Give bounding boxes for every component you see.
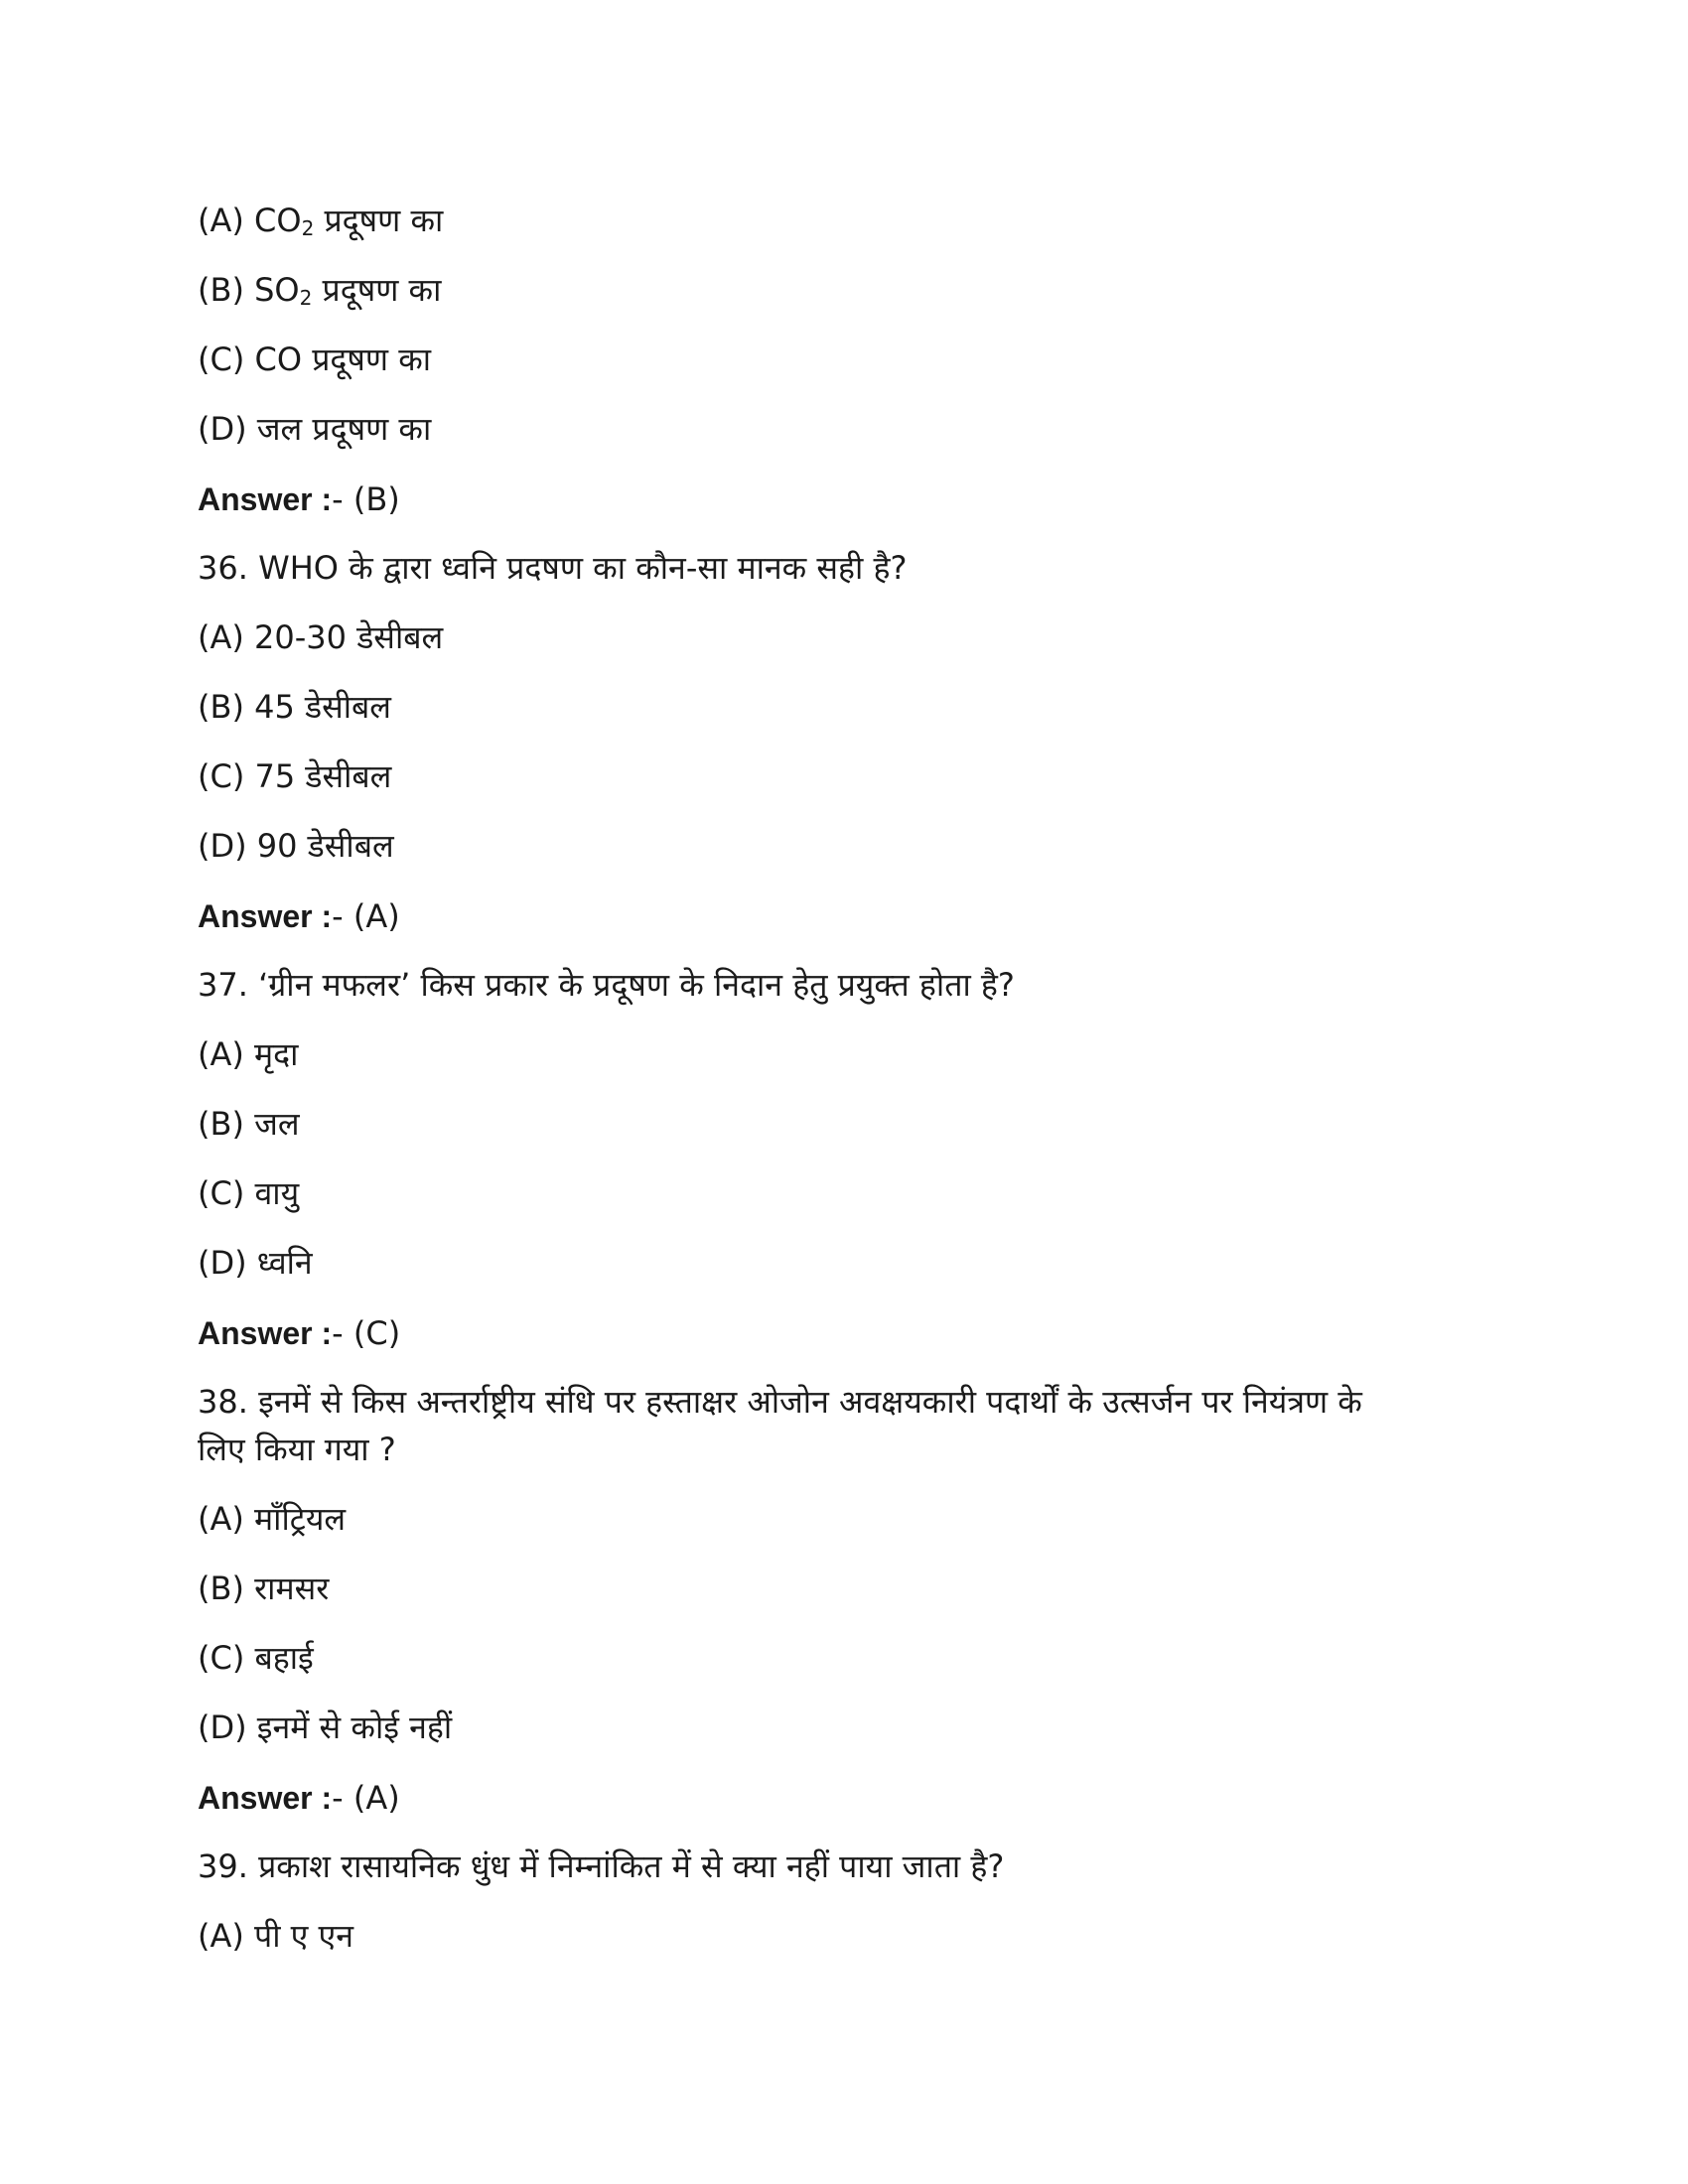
q35-option-c: (C) CO प्रदूषण का	[198, 341, 432, 378]
q37-option-b: (B) जल	[198, 1105, 300, 1143]
q37-option-c: (C) वायु	[198, 1174, 300, 1212]
q37-option-a: (A) मृदा	[198, 1035, 299, 1073]
q35-option-b: (B) $SO_2$ प्रदूषण का	[198, 271, 442, 310]
q35-answer	[198, 476, 1488, 523]
q38-option-b: (B) रामसर	[198, 1570, 330, 1607]
q36-answer	[198, 892, 1488, 940]
q38-option-c: (C) बहाई	[198, 1639, 314, 1677]
q35-option-d: (D) जल प्रदूषण का	[198, 410, 432, 448]
q39-question: 39. प्रकाश रासायनिक धुंध में निम्नांकित में से क्या नहीं पाया जाता है?	[198, 1847, 1005, 1885]
answer-value: - (B)	[332, 480, 400, 518]
q36-option-c: (C) 75 डेसीबल	[198, 757, 392, 795]
q38-question-line1: 38. इनमें से किस अन्तर्राष्ट्रीय संधि पर हस्ताक्षर ओजोन अवक्षयकारी पदार्थों के उत्सर्जन पर नियंत्रण के	[198, 1383, 1362, 1421]
answer-label: Answer :	[198, 898, 333, 934]
answer-label: Answer :	[198, 1780, 333, 1816]
q36-option-a: (A) 20-30 डेसीबल	[198, 618, 444, 656]
q36-option-b: (B) 45 डेसीबल	[198, 688, 391, 726]
q39-option-a: (A) पी ए एन	[198, 1917, 353, 1955]
q37-question: 37. ‘ग्रीन मफलर’ किस प्रकार के प्रदूषण के निदान हेतु प्रयुक्त होता है?	[198, 966, 1015, 1004]
q36-question: 36. WHO के द्वारा ध्वनि प्रदषण का कौन-सा मानक सही है?	[198, 549, 908, 587]
answer-value: - (A)	[332, 1779, 400, 1817]
answer-value: - (A)	[332, 897, 400, 935]
q38-option-a: (A) मॉंट्रियल	[198, 1500, 347, 1538]
q38-question-line2: लिए किया गया ?	[198, 1431, 396, 1468]
q38-option-d: (D) इनमें से कोई नहीं	[198, 1708, 453, 1746]
q38-answer	[198, 1774, 1488, 1822]
answer-label: Answer :	[198, 481, 333, 517]
answer-value: - (C)	[332, 1314, 401, 1352]
q36-option-d: (D) 90 डेसीबल	[198, 827, 394, 865]
q35-option-a: (A) $CO_2$ प्रदूषण का	[198, 202, 444, 240]
q37-option-d: (D) ध्वनि	[198, 1244, 313, 1282]
q37-answer	[198, 1309, 1488, 1357]
answer-label: Answer :	[198, 1315, 333, 1351]
